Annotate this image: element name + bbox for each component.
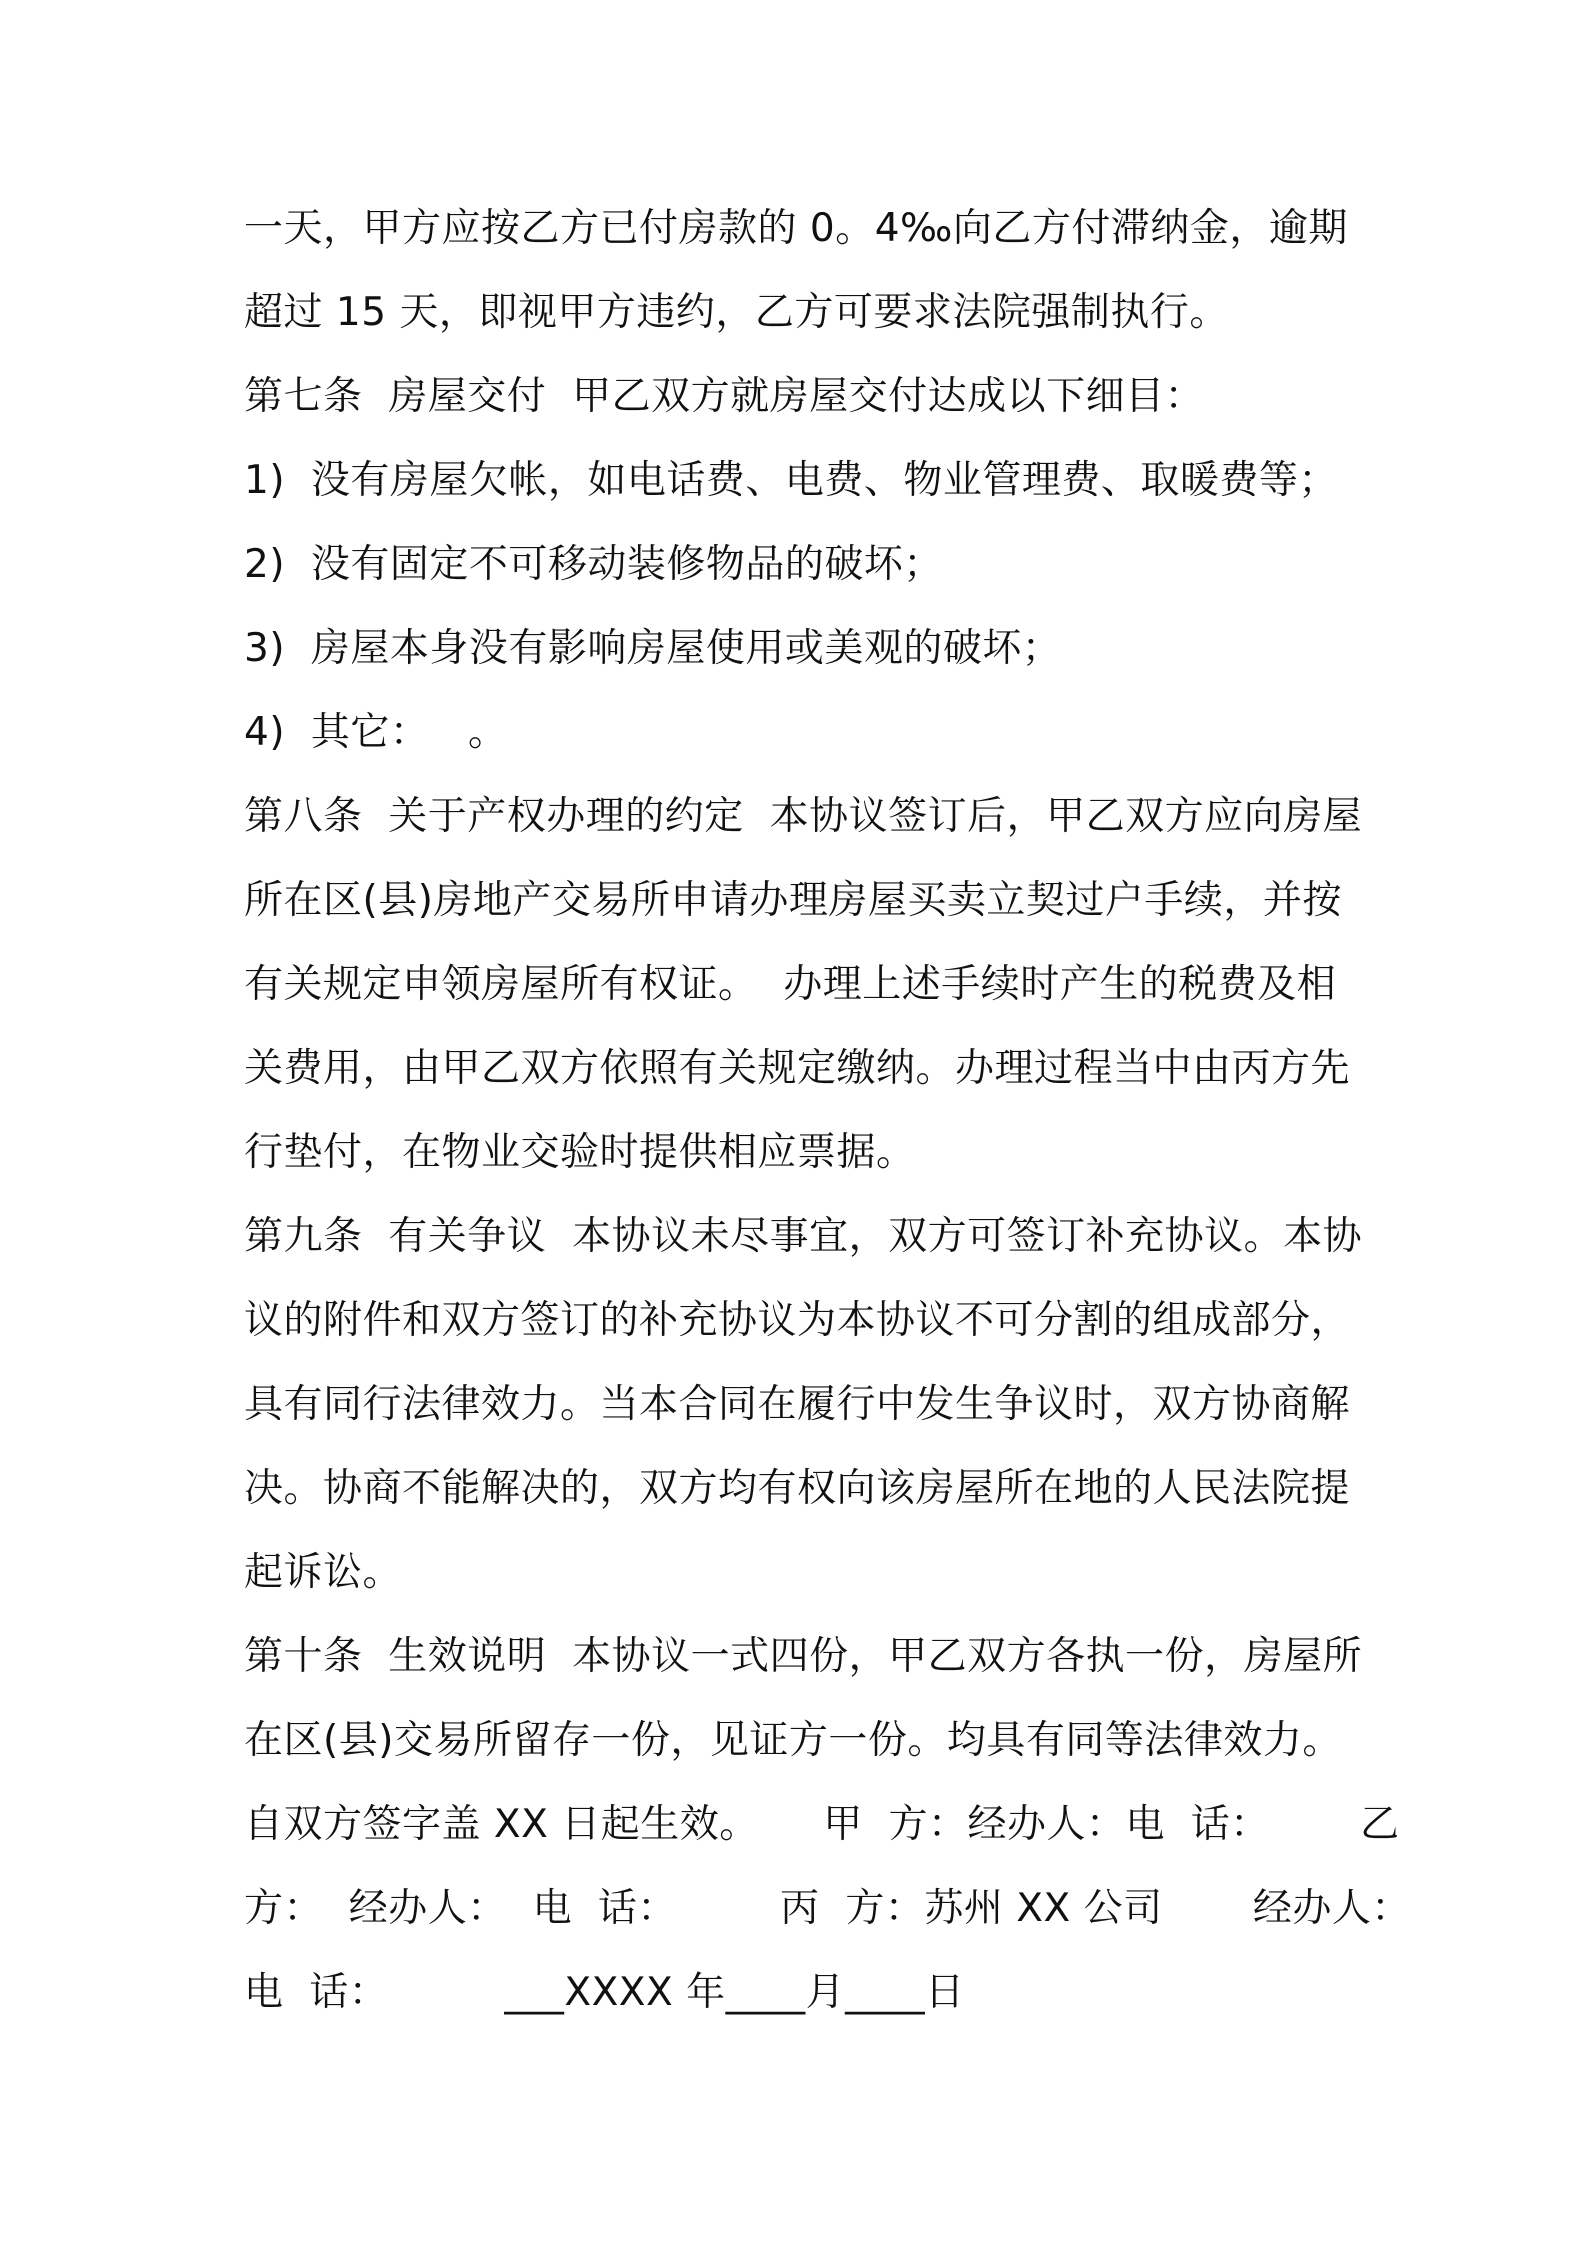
signature-line: 自双方签字盖 XX 日起生效。 甲 方：经办人：电 话： 乙 bbox=[244, 1802, 1400, 1847]
text-line: 超过 15 天，即视甲方违约，乙方可要求法院强制执行。 bbox=[244, 290, 1229, 335]
text-line: 具有同行法律效力。当本合同在履行中发生争议时，双方协商解 bbox=[244, 1382, 1351, 1427]
text-line: 起诉讼。 bbox=[244, 1550, 403, 1595]
text-line: 所在区(县)房地产交易所申请办理房屋买卖立契过户手续，并按 bbox=[244, 878, 1342, 923]
text-line: 有关规定申领房屋所有权证。 办理上述手续时产生的税费及相 bbox=[244, 962, 1337, 1007]
list-item: 4) 其它： 。 bbox=[244, 710, 508, 755]
date-line: 电 话： ___XXXX 年____月____日 bbox=[244, 1970, 965, 2015]
article-8-heading: 第八条 关于产权办理的约定 本协议签订后，甲乙双方应向房屋 bbox=[244, 794, 1363, 839]
text-line: 关费用，由甲乙双方依照有关规定缴纳。办理过程当中由丙方先 bbox=[244, 1046, 1351, 1091]
article-10-heading: 第十条 生效说明 本协议一式四份，甲乙双方各执一份，房屋所 bbox=[244, 1634, 1363, 1679]
text-line: 议的附件和双方签订的补充协议为本协议不可分割的组成部分， bbox=[244, 1298, 1351, 1343]
list-item: 1) 没有房屋欠帐，如电话费、电费、物业管理费、取暖费等； bbox=[244, 458, 1338, 503]
text-line: 一天，甲方应按乙方已付房款的 0。4‰向乙方付滞纳金，逾期 bbox=[244, 206, 1348, 251]
text-line: 在区(县)交易所留存一份，见证方一份。均具有同等法律效力。 bbox=[244, 1718, 1342, 1763]
list-item: 2) 没有固定不可移动装修物品的破坏； bbox=[244, 542, 943, 587]
article-9-heading: 第九条 有关争议 本协议未尽事宜，双方可签订补充协议。本协 bbox=[244, 1214, 1363, 1259]
list-item: 3) 房屋本身没有影响房屋使用或美观的破坏； bbox=[244, 626, 1062, 671]
article-7-heading: 第七条 房屋交付 甲乙双方就房屋交付达成以下细目： bbox=[244, 374, 1205, 419]
signature-line: 方： 经办人： 电 话： 丙 方：苏州 XX 公司 经办人： bbox=[244, 1886, 1411, 1931]
text-line: 决。协商不能解决的，双方均有权向该房屋所在地的人民法院提 bbox=[244, 1466, 1351, 1511]
text-line: 行垫付，在物业交验时提供相应票据。 bbox=[244, 1130, 916, 1175]
